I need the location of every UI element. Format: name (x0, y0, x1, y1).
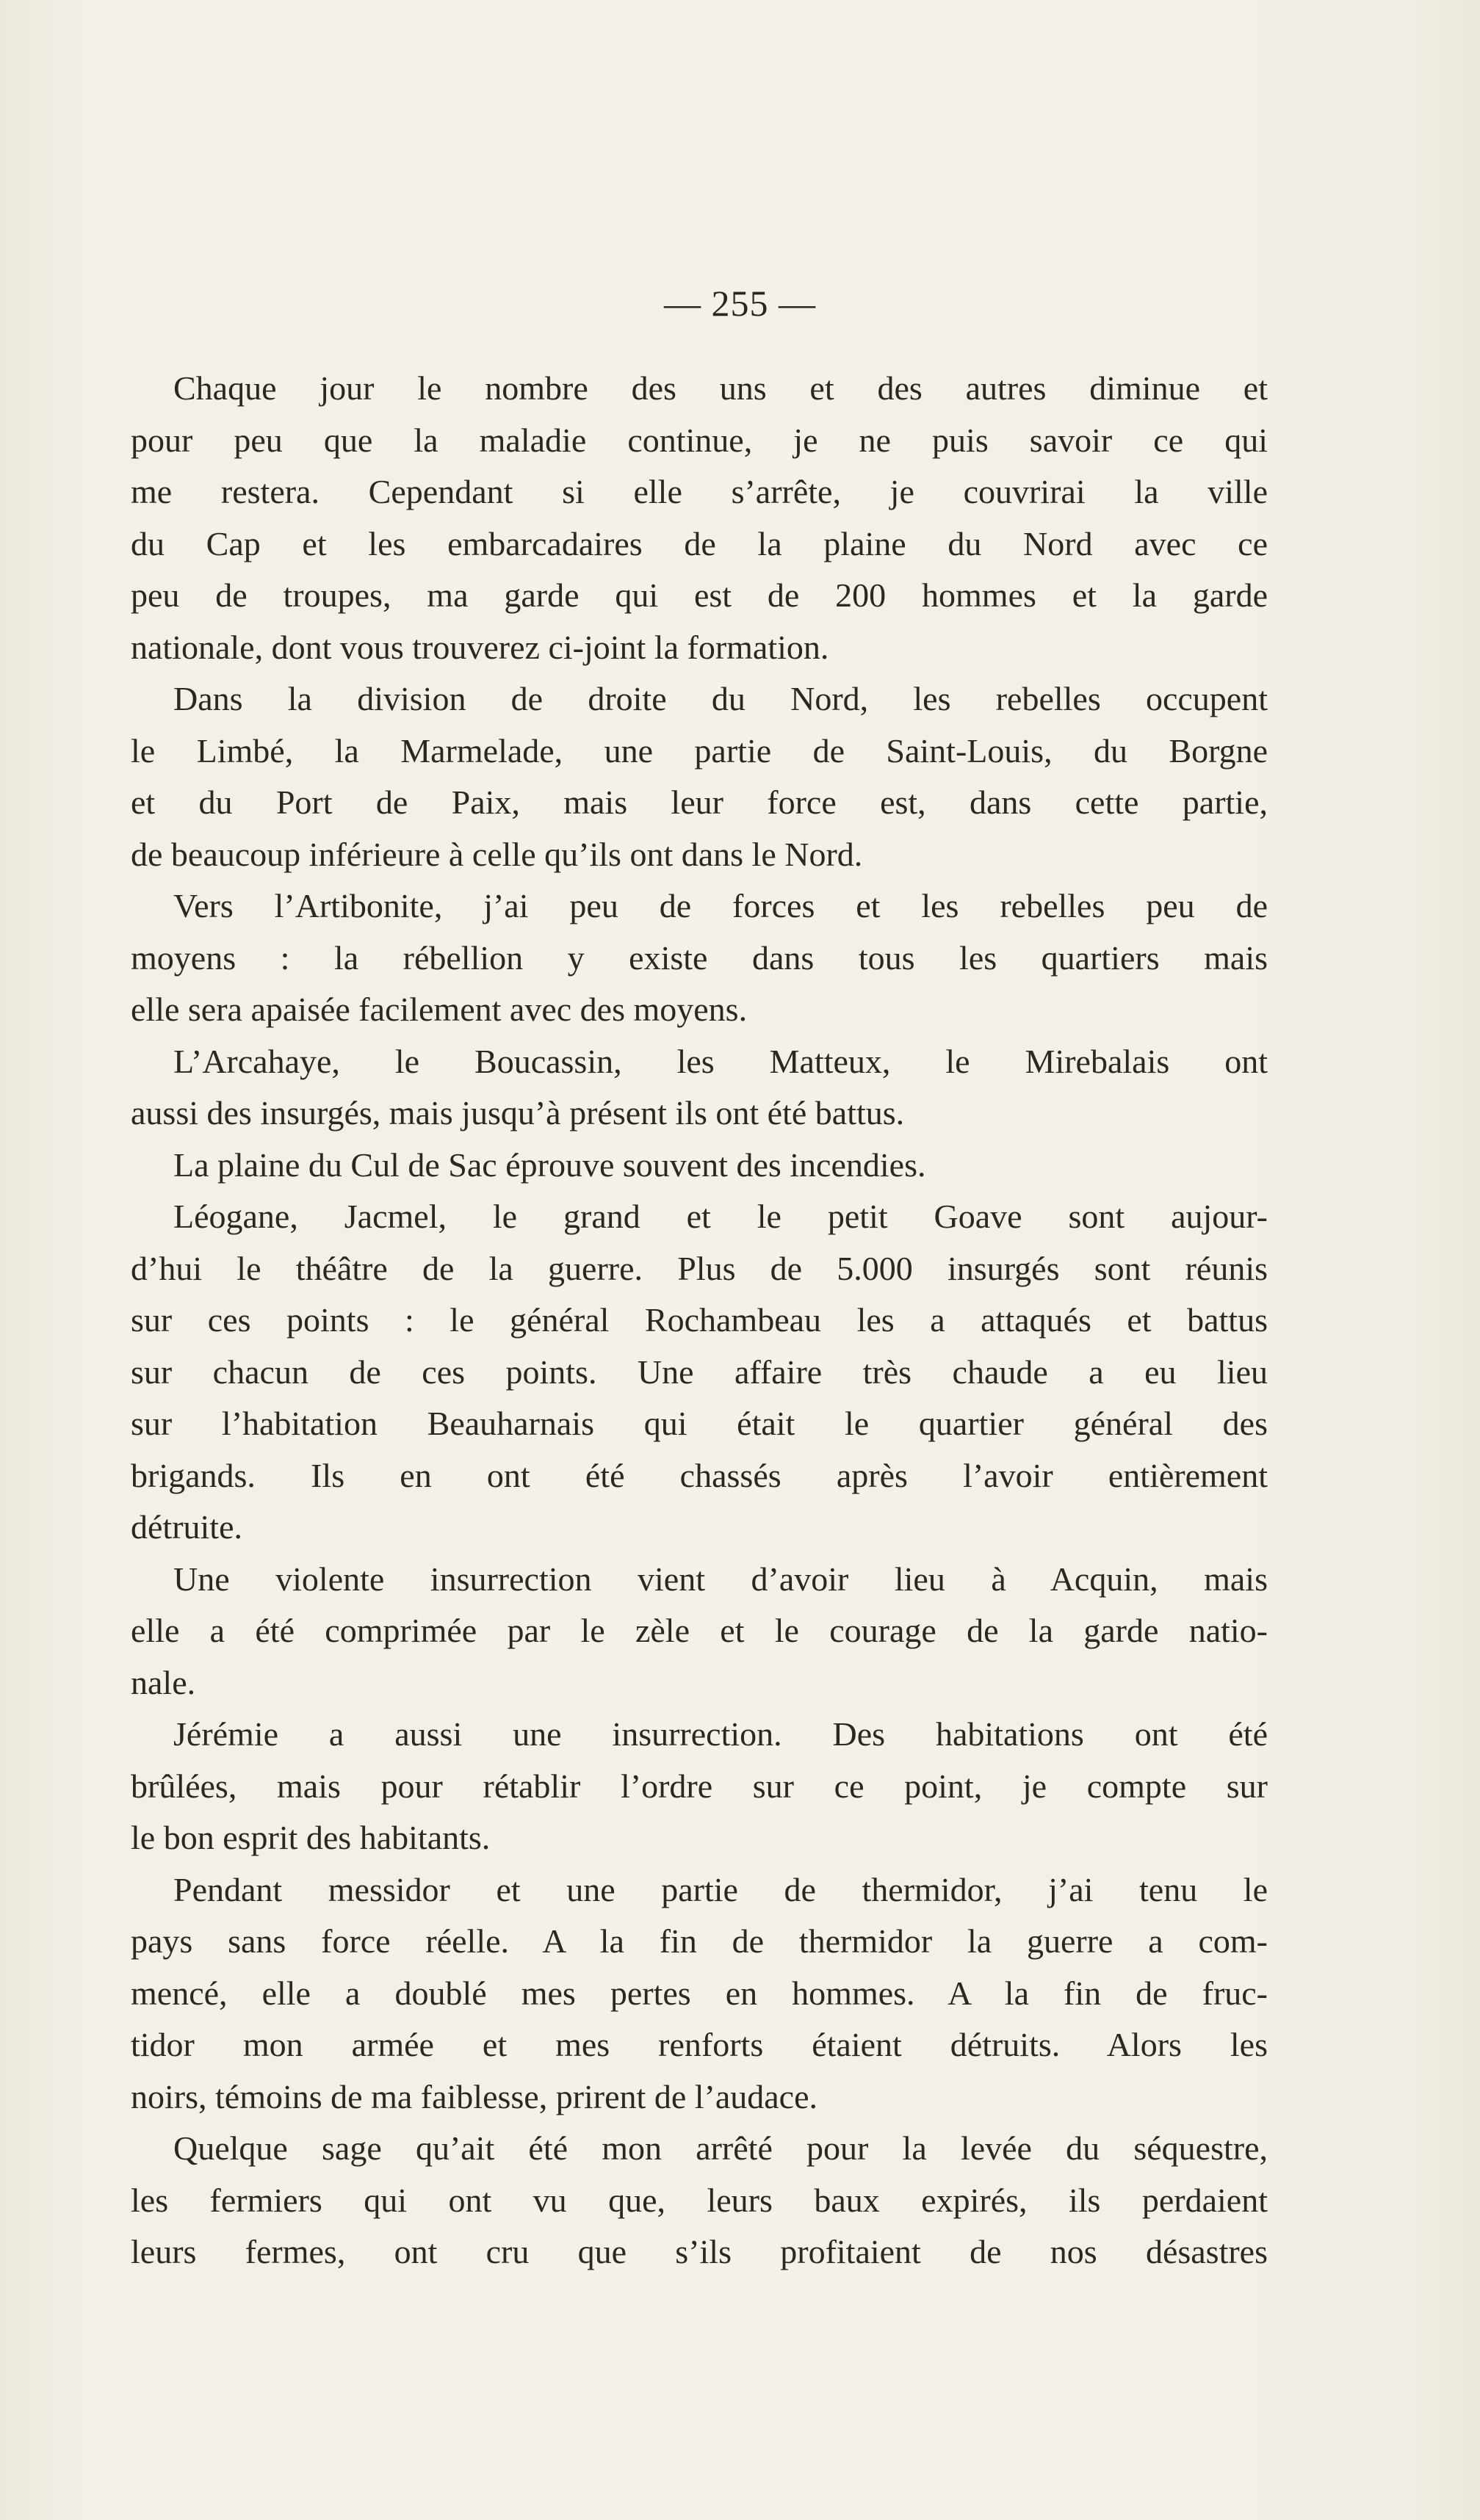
text-line: d’hui le théâtre de la guerre. Plus de 5.000 insurgés sont réunis (131, 1249, 1268, 1287)
text-line: me restera. Cependant si elle s’arrête, je couvrirai la ville (131, 473, 1268, 510)
text-line: sur l’habitation Beauharnais qui était le quartier général des (131, 1405, 1268, 1442)
text-line: sur ces points : le général Rochambeau les a attaqués et battus (131, 1301, 1268, 1339)
text-line: le bon esprit des habitants. (131, 1819, 491, 1856)
text-line: elle sera apaisée facilement avec des moyens. (131, 991, 748, 1028)
text-line: Léogane, Jacmel, le grand et le petit Goave sont aujour- (173, 1198, 1268, 1235)
text-line: La plaine du Cul de Sac éprouve souvent des incendies. (173, 1145, 926, 1184)
text-line: mencé, elle a doublé mes pertes en hommes. A la fin de fruc- (131, 1974, 1268, 2012)
text-line: et du Port de Paix, mais leur force est, dans cette partie, (131, 783, 1268, 821)
text-line: moyens : la rébellion y existe dans tous les quartiers mais (131, 938, 1268, 977)
text-line: Quelque sage qu’ait été mon arrêté pour la levée du séquestre, (173, 2129, 1268, 2167)
text-line: elle a été comprimée par le zèle et le courage de la garde natio- (131, 1612, 1268, 1649)
text-line: L’Arcahaye, le Boucassin, les Matteux, le Mirebalais ont (173, 1042, 1268, 1080)
text-line: Chaque jour le nombre des uns et des autres diminue et (173, 369, 1268, 407)
text-line: Vers l’Artibonite, j’ai peu de forces et les rebelles peu de (173, 887, 1268, 924)
page-number: — 255 — (664, 283, 816, 324)
text-line: les fermiers qui ont vu que, leurs baux expirés, ils perdaient (131, 2181, 1268, 2219)
text-line: noirs, témoins de ma faiblesse, prirent de l’audace. (131, 2077, 818, 2115)
text-line: détruite. (131, 1508, 242, 1546)
text-line: aussi des insurgés, mais jusqu’à présent ils ont été battus. (131, 1094, 905, 1132)
text-line: leurs fermes, ont cru que s’ils profitaient de nos désastres (131, 2233, 1268, 2270)
text-line: Une violente insurrection vient d’avoir lieu à Acquin, mais (173, 1560, 1268, 1598)
text-line: peu de troupes, ma garde qui est de 200 hommes et la garde (131, 576, 1268, 614)
text-line: Dans la division de droite du Nord, les rebelles occupent (173, 680, 1268, 717)
text-line: le Limbé, la Marmelade, une partie de Saint-Louis, du Borgne (131, 731, 1268, 770)
text-line: pays sans force réelle. A la fin de thermidor la guerre a com- (131, 1922, 1268, 1960)
text-line: nationale, dont vous trouverez ci-joint la formation. (131, 628, 829, 666)
text-line: Jérémie a aussi une insurrection. Des habitations ont été (173, 1715, 1268, 1753)
text-line: de beaucoup inférieure à celle qu’ils ont dans le Nord. (131, 835, 863, 873)
text-line: Pendant messidor et une partie de thermidor, j’ai tenu le (173, 1870, 1268, 1908)
text-line: du Cap et les embarcadaires de la plaine du Nord avec ce (131, 524, 1268, 562)
text-line: nale. (131, 1663, 196, 1701)
text-line: brigands. Ils en ont été chassés après l’avoir entièrement (131, 1456, 1268, 1494)
text-line: pour peu que la maladie continue, je ne puis savoir ce qui (131, 421, 1268, 459)
text-line: sur chacun de ces points. Une affaire très chaude a eu lieu (131, 1353, 1268, 1391)
text-line: brûlées, mais pour rétablir l’ordre sur ce point, je compte sur (131, 1767, 1268, 1805)
text-line: tidor mon armée et mes renforts étaient détruits. Alors les (131, 2026, 1268, 2063)
body-text (131, 363, 1268, 2278)
